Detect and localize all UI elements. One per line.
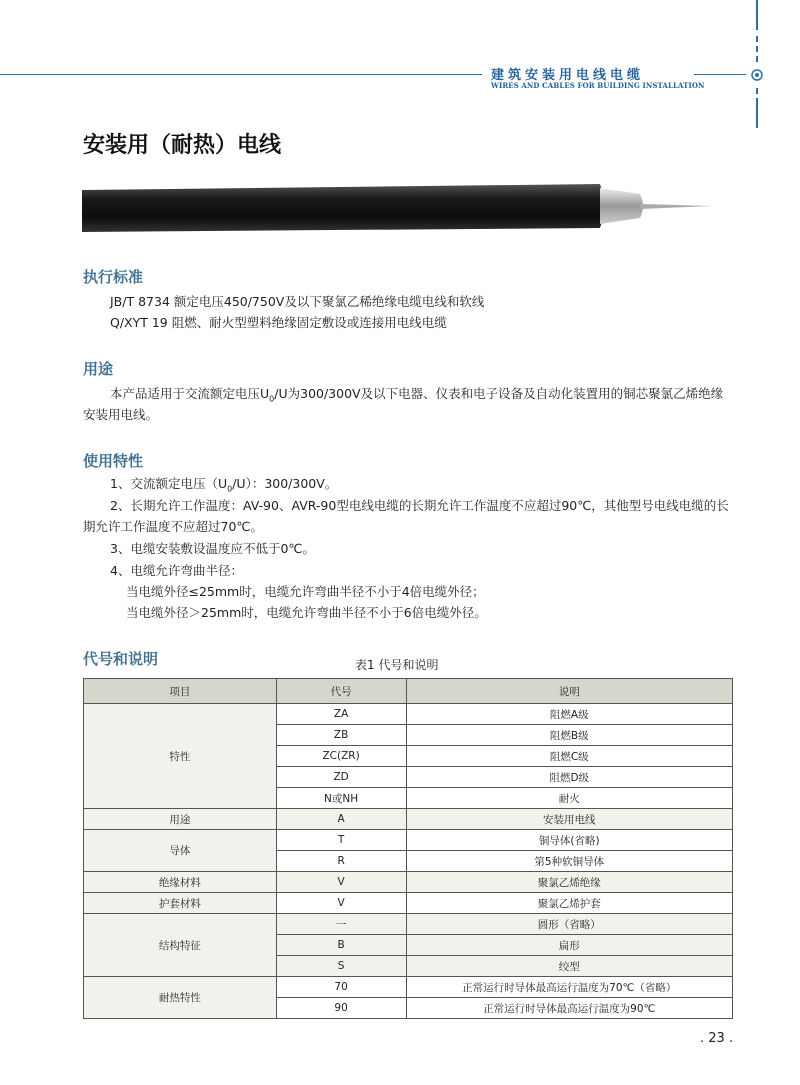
header-title-cn: 建筑安装用电线电缆 (491, 68, 645, 83)
usage-line-1: 本产品适用于交流额定电压$U_0/U$为300/300V及以下电器、仪表和电子设备及自动化装置用的铜芯聚氯乙烯绝缘 (110, 386, 724, 404)
table-row (84, 704, 733, 725)
table-header-cell: 说明 (406, 679, 733, 704)
section-heading-features: 使用特性 (83, 452, 144, 470)
table-item-cell: 结构特征 (84, 914, 277, 977)
table-code-cell: N或NH (276, 788, 406, 809)
usage-line-2: 安装用电线。 (83, 407, 159, 422)
section-heading-codes: 代号和说明 (83, 650, 159, 668)
table-desc-cell: 阻燃D级 (406, 767, 733, 788)
standard-line-2: Q/XYT 19 阻燃、耐火型塑料绝缘固定敷设或连接用电线电缆 (110, 315, 447, 330)
page-title: 安装用（耐热）电线 (83, 133, 282, 158)
table-item-cell: 耐热特性 (84, 977, 277, 1019)
table-item-cell: 导体 (84, 830, 277, 872)
table-code-cell: ZA (276, 704, 406, 725)
table-item-cell: 特性 (84, 704, 277, 809)
feature-line-4: 3、电缆安装敷设温度应不低于0℃。 (110, 541, 315, 556)
table-row (84, 893, 733, 914)
table-header-cell: 代号 (276, 679, 406, 704)
table-desc-cell: 扁形 (406, 935, 733, 956)
table-desc-cell: 聚氯乙烯护套 (406, 893, 733, 914)
table-item-cell: 护套材料 (84, 893, 277, 914)
table-desc-cell: 安装用电线 (406, 809, 733, 830)
table-desc-cell: 第5种软铜导体 (406, 851, 733, 872)
table-code-cell: 一 (276, 914, 406, 935)
table-desc-cell: 绞型 (406, 956, 733, 977)
page-number: . 23 . (700, 1031, 734, 1046)
table-item-cell: 用途 (84, 809, 277, 830)
table-desc-cell: 聚氯乙烯绝缘 (406, 872, 733, 893)
table-code-cell: S (276, 956, 406, 977)
table-desc-cell: 耐火 (406, 788, 733, 809)
table-row (84, 977, 733, 998)
header-title-en: WIRES AND CABLES FOR BUILDING INSTALLATION (491, 81, 705, 90)
table-code-cell: T (276, 830, 406, 851)
table-code-cell: A (276, 809, 406, 830)
cable-image (80, 182, 720, 234)
feature-line-6: 当电缆外径≤25mm时，电缆允许弯曲半径不小于4倍电缆外径； (126, 584, 485, 599)
header-rule-left (0, 74, 482, 75)
table-code-cell: R (276, 851, 406, 872)
table-code-cell: 70 (276, 977, 406, 998)
feature-line-1: 1、交流额定电压$(U_0/U)$：300/300V。 (110, 476, 338, 494)
table-row (84, 914, 733, 935)
table-desc-cell: 阻燃A级 (406, 704, 733, 725)
table-code-cell: ZC(ZR) (276, 746, 406, 767)
standard-line-1: JB/T 8734 额定电压450/750V及以下聚氯乙稀绝缘电缆电线和软线 (110, 294, 485, 309)
feature-line-2: 2、长期允许工作温度：AV-90、AVR-90型电线电缆的长期允许工作温度不应超过90℃，其他型号电线电缆的长 (110, 498, 729, 513)
table-code-cell: V (276, 893, 406, 914)
feature-line-5: 4、电缆允许弯曲半径： (110, 563, 243, 578)
header-rule-right (694, 74, 746, 75)
table-code-cell: ZB (276, 725, 406, 746)
table-header-row (84, 679, 733, 704)
table-caption: 表1 代号和说明 (355, 658, 439, 672)
table-code-cell: V (276, 872, 406, 893)
table-desc-cell: 正常运行时导体最高运行温度为90℃ (406, 998, 733, 1019)
table-row (84, 809, 733, 830)
table-row (84, 872, 733, 893)
table-desc-cell: 铜导体(省略) (406, 830, 733, 851)
table-desc-cell: 阻燃C级 (406, 746, 733, 767)
section-heading-standard: 执行标准 (83, 268, 144, 286)
header-decoration-icon (751, 0, 763, 130)
table-code-cell: 90 (276, 998, 406, 1019)
section-heading-usage: 用途 (83, 360, 114, 378)
table-desc-cell: 圆形（省略） (406, 914, 733, 935)
table-header-cell: 项目 (84, 679, 277, 704)
feature-line-3: 期允许工作温度不应超过70℃。 (83, 519, 263, 534)
feature-line-7: 当电缆外径＞25mm时，电缆允许弯曲半径不小于6倍电缆外径。 (126, 605, 487, 620)
table-desc-cell: 阻燃B级 (406, 725, 733, 746)
table-item-cell: 绝缘材料 (84, 872, 277, 893)
table-code-cell: B (276, 935, 406, 956)
table-desc-cell: 正常运行时导体最高运行温度为70℃（省略） (406, 977, 733, 998)
codes-table (83, 678, 733, 1019)
table-code-cell: ZD (276, 767, 406, 788)
table-row (84, 830, 733, 851)
